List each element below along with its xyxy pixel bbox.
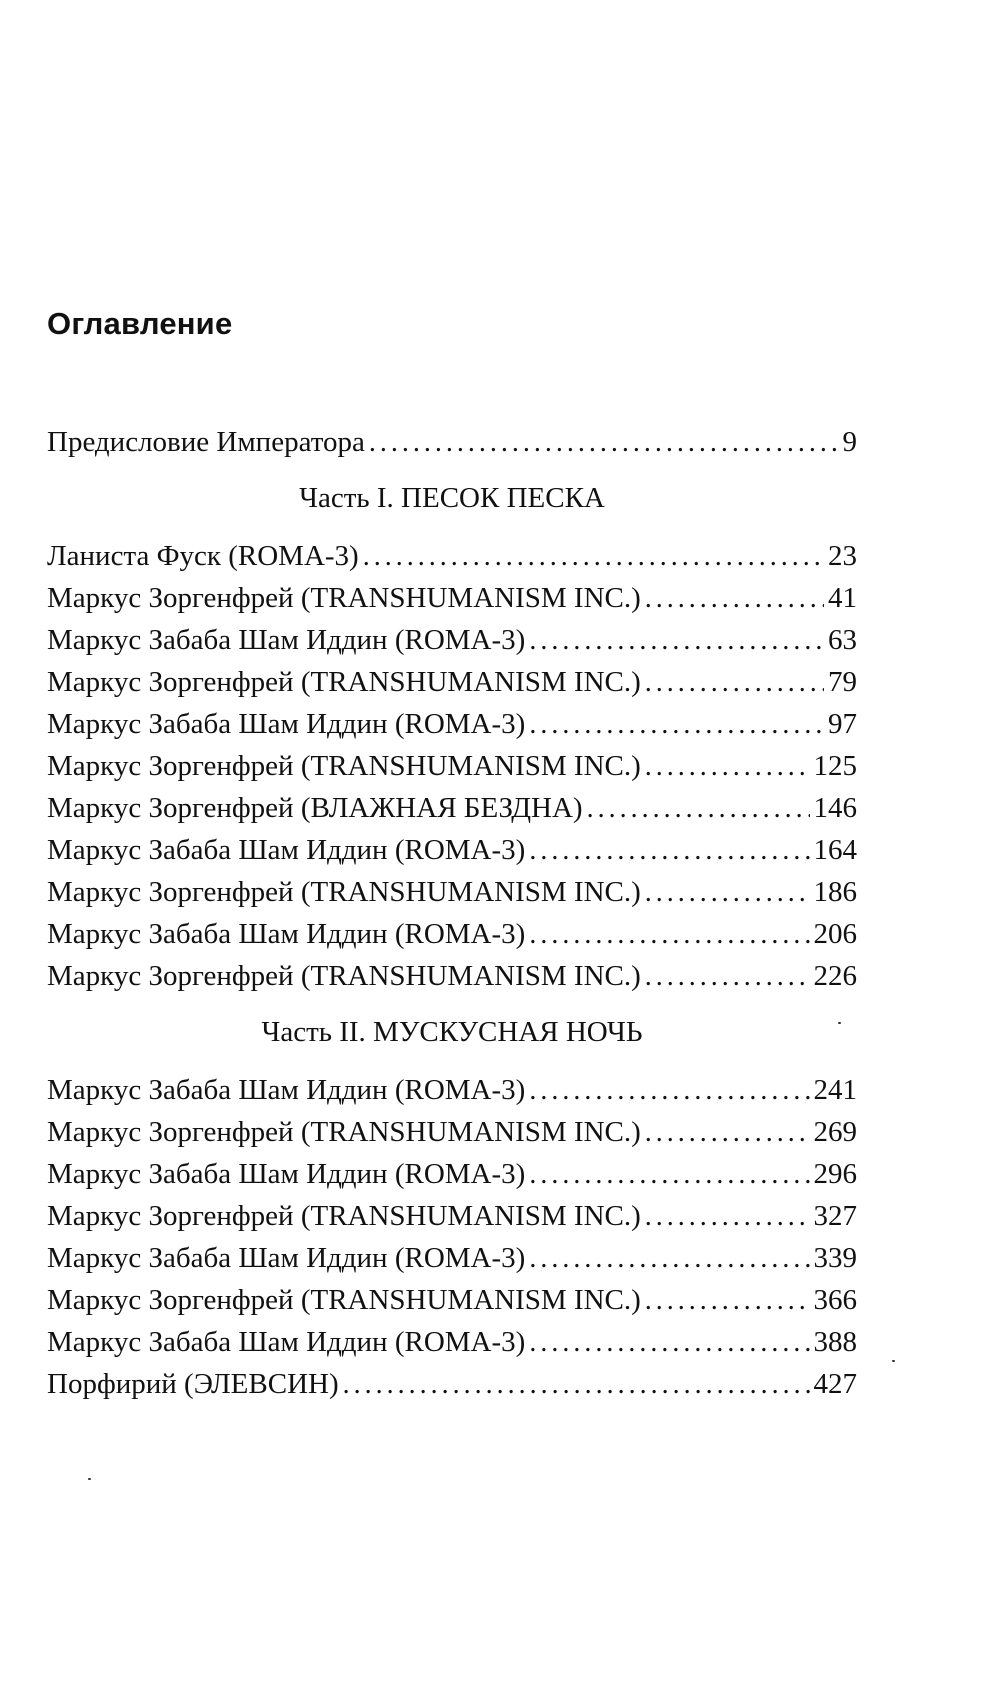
toc-entry-label: Маркус Забаба Шам Иддин (ROMA-3) [47, 834, 526, 866]
toc-entry-page: 241 [813, 1074, 857, 1106]
toc-entry-label: Маркус Зоргенфрей (TRANSHUMANISM INC.) [47, 1200, 641, 1232]
toc-entry-page: 41 [828, 582, 857, 614]
toc-entry-page: 327 [813, 1200, 857, 1232]
leader-dots [645, 1197, 810, 1237]
leader-dots [529, 1239, 809, 1279]
leader-dots [645, 579, 824, 619]
toc-entry-page: 164 [813, 834, 857, 866]
leader-dots [529, 1155, 809, 1195]
toc-entry-page: 186 [813, 876, 857, 908]
toc-entry-page: 226 [813, 960, 857, 992]
scan-speck [838, 1022, 841, 1024]
toc-entry [47, 1280, 857, 1320]
leader-dots [529, 1323, 809, 1363]
toc-entry-page: 339 [813, 1242, 857, 1274]
toc-entry [47, 536, 857, 576]
toc-entry-label: Маркус Зоргенфрей (TRANSHUMANISM INC.) [47, 582, 641, 614]
toc-entry [47, 872, 857, 912]
leader-dots [369, 423, 839, 463]
leader-dots [645, 873, 810, 913]
toc-entry-label: Ланиста Фуск (ROMA-3) [47, 540, 359, 572]
toc-entry [47, 1112, 857, 1152]
toc-entry-page: 97 [828, 708, 857, 740]
scan-speck [892, 1360, 895, 1362]
toc-entry [47, 1322, 857, 1362]
toc-entry-label: Маркус Забаба Шам Иддин (ROMA-3) [47, 624, 526, 656]
toc-entry-page: 79 [828, 666, 857, 698]
part-heading-1: Часть I. ПЕСОК ПЕСКА [299, 482, 605, 514]
toc-entry-label: Маркус Забаба Шам Иддин (ROMA-3) [47, 1326, 526, 1358]
toc-entry-page: 23 [828, 540, 857, 572]
leader-dots [587, 789, 810, 829]
toc-entry-page: 9 [842, 426, 857, 458]
toc-entry-label: Маркус Зоргенфрей (TRANSHUMANISM INC.) [47, 666, 641, 698]
toc-entry-label: Маркус Зоргенфрей (TRANSHUMANISM INC.) [47, 960, 641, 992]
toc-entry-preface [47, 422, 857, 462]
toc-entry-label: Маркус Забаба Шам Иддин (ROMA-3) [47, 1074, 526, 1106]
toc-entry [47, 914, 857, 954]
leader-dots [645, 1113, 810, 1153]
leader-dots [645, 1281, 810, 1321]
toc-entry [47, 1154, 857, 1194]
toc-entry-page: 63 [828, 624, 857, 656]
leader-dots [343, 1365, 810, 1405]
toc-entry-label: Маркус Зоргенфрей (TRANSHUMANISM INC.) [47, 1116, 641, 1148]
toc-entry [47, 956, 857, 996]
toc-entry [47, 1196, 857, 1236]
toc-entry [47, 620, 857, 660]
toc-entry-page: 146 [813, 792, 857, 824]
leader-dots [529, 621, 824, 661]
toc-entry-page: 125 [813, 750, 857, 782]
toc-entry-label: Предисловие Императора [47, 426, 365, 458]
toc-entry [47, 662, 857, 702]
toc-entry-label: Порфирий (ЭЛЕВСИН) [47, 1368, 339, 1400]
toc-entry-label: Маркус Зоргенфрей (TRANSHUMANISM INC.) [47, 876, 641, 908]
toc-entry-label: Маркус Забаба Шам Иддин (ROMA-3) [47, 1158, 526, 1190]
leader-dots [529, 705, 824, 745]
scan-speck [88, 1478, 91, 1480]
toc-entry-label: Маркус Зоргенфрей (TRANSHUMANISM INC.) [47, 750, 641, 782]
toc-entry [47, 830, 857, 870]
toc-entry-label: Маркус Зоргенфрей (TRANSHUMANISM INC.) [47, 1284, 641, 1316]
toc-entry [47, 1238, 857, 1278]
toc-title: Оглавление [47, 306, 233, 341]
toc-entry [47, 704, 857, 744]
toc-entry-label: Маркус Забаба Шам Иддин (ROMA-3) [47, 1242, 526, 1274]
toc-entry [47, 578, 857, 618]
toc-entry-page: 388 [813, 1326, 857, 1358]
toc-entry-label: Маркус Забаба Шам Иддин (ROMA-3) [47, 918, 526, 950]
toc-entry-label: Маркус Зоргенфрей (ВЛАЖНАЯ БЕЗДНА) [47, 792, 583, 824]
leader-dots [645, 663, 824, 703]
leader-dots [529, 915, 809, 955]
leader-dots [529, 1071, 809, 1111]
leader-dots [645, 747, 810, 787]
toc-entry-page: 427 [813, 1368, 857, 1400]
toc-entry-page: 366 [813, 1284, 857, 1316]
toc-entry [47, 788, 857, 828]
toc-entry [47, 746, 857, 786]
leader-dots [645, 957, 810, 997]
toc-entry-page: 206 [813, 918, 857, 950]
toc-entry [47, 1070, 857, 1110]
leader-dots [363, 537, 824, 577]
leader-dots [529, 831, 809, 871]
part-heading-2: Часть II. МУСКУСНАЯ НОЧЬ [261, 1016, 643, 1048]
toc-entry-page: 296 [813, 1158, 857, 1190]
toc-entry-page: 269 [813, 1116, 857, 1148]
toc-entry-label: Маркус Забаба Шам Иддин (ROMA-3) [47, 708, 526, 740]
toc-entry [47, 1364, 857, 1404]
